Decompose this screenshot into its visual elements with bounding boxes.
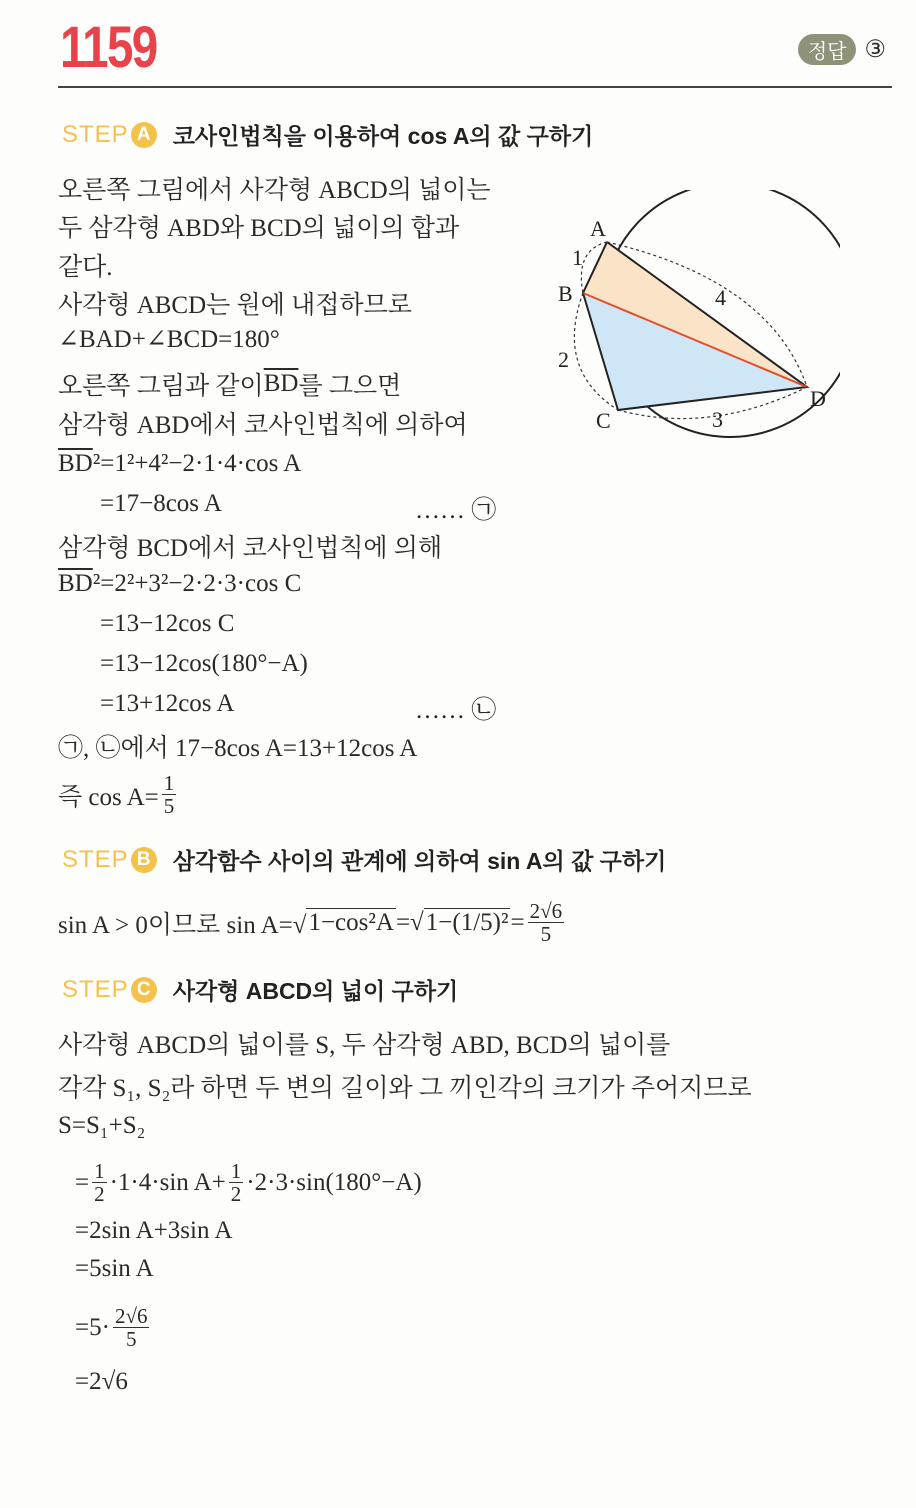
fraction [162,772,177,817]
solution-line [58,528,442,564]
solution-line [58,285,412,321]
vertex-label: A [590,216,606,241]
step-c-heading [62,973,458,1006]
text: 를 그으면 [298,373,402,400]
numerator: 2√6 [114,1304,148,1328]
answer-value: ③ [864,37,886,63]
denominator: 5 [540,922,552,946]
solution-line [58,570,301,598]
solution-line [100,610,234,638]
radicand: 1−cos²A [308,909,394,936]
fraction [528,900,565,945]
text: =17−8cos A [100,490,222,517]
denominator: 5 [125,1327,137,1351]
radicand: 1−(1/5)² [425,909,509,936]
vertex-label: C [596,408,611,433]
numerator: 1 [163,771,175,795]
step-letter-badge: A [131,122,157,148]
text: ·1·4·sin A+ [109,1168,226,1196]
text: = [75,1168,90,1196]
text: 오른쪽 그림과 같이 [58,373,264,400]
solution-line [75,1368,128,1396]
solution-line [100,490,222,518]
solution-line [58,1112,145,1140]
solution-line [58,324,280,354]
text: 각각 S₁, S₂라 하면 두 변의 길이와 그 끼인각의 크기가 주어지므로 [58,1075,752,1102]
solution-line [58,208,459,244]
solution-line [58,728,417,764]
text: 사각형 ABCD의 넓이를 S, 두 삼각형 ABD, BCD의 넓이를 [58,1032,671,1059]
side-label: 4 [715,285,726,310]
fraction [113,1305,150,1350]
step-title: 코사인법칙을 이용하여 cos A의 값 구하기 [172,123,594,149]
text: = [510,908,525,936]
text: =2√6 [75,1368,128,1395]
step-label: STEP [62,845,129,873]
text: ㉠, ㉡에서 17−8cos A=13+12cos A [58,735,418,762]
step-label: STEP [62,975,129,1003]
segment-overline: $\overline{BD}$ [58,450,93,477]
step-title: 삼각함수 사이의 관계에 의하여 sin A의 값 구하기 [172,848,667,874]
text: =√ [395,908,424,936]
step-letter-badge: B [131,847,157,873]
solution-line [58,450,301,478]
text: 오른쪽 그림에서 사각형 ABCD의 넓이는 [58,177,491,204]
step-title: 사각형 ABCD의 넓이 구하기 [172,978,459,1004]
equation-marker: …… ㉡ [415,697,497,724]
text: 같다. [58,254,113,281]
text: S=S₁+S₂ [58,1112,146,1139]
text: sin A > 0이므로 sin A=√ [58,911,307,939]
text: =13−12cos C [100,610,235,637]
step-a-heading [62,118,593,151]
solution-line [100,650,308,678]
text: 두 삼각형 ABD와 BCD의 넓이의 합과 [58,215,460,242]
segment-overline: $\overline{BD}$ [58,570,93,597]
step-label: STEP [62,120,129,148]
solution-line [58,170,491,206]
problem-number: 1159 [60,15,157,80]
step-letter-badge: C [131,977,157,1003]
vertex-label: B [558,281,573,306]
side-label: 3 [712,407,723,432]
fraction [92,1160,107,1205]
side-label: 1 [572,245,583,270]
text: =2sin A+3sin A [75,1217,233,1244]
solution-line [58,247,113,283]
denominator: 5 [163,794,175,818]
numerator: 2√6 [529,899,563,923]
text: ²=2²+3²−2·2·3·cos C [92,570,302,597]
solution-line [58,366,401,402]
denominator: 2 [94,1182,105,1206]
text: =5· [75,1313,110,1341]
segment-overline: $\overline{BD}$ [263,370,299,397]
solution-line [58,405,468,441]
solution-line [75,1217,232,1245]
solution-line [58,772,179,817]
answer-area [798,34,886,65]
cyclic-quadrilateral-figure [540,190,840,440]
denominator: 2 [230,1182,242,1206]
text: 삼각형 ABD에서 코사인법칙에 의하여 [58,412,468,439]
solution-line [58,1068,752,1104]
solution-line [58,900,567,945]
solution-line [100,690,234,718]
step-b-heading [62,843,666,876]
text: =13+12cos A [100,690,235,717]
text: ·2·3·sin(180°−A) [246,1168,422,1196]
text: =5sin A [75,1255,154,1282]
text: 삼각형 BCD에서 코사인법칙에 의해 [58,535,443,562]
numerator: 1 [230,1159,242,1183]
solution-line [75,1305,152,1350]
text: =13−12cos(180°−A) [100,650,308,677]
text: 즉 cos A= [58,783,159,811]
header-divider [58,86,892,88]
text: 사각형 ABCD는 원에 내접하므로 [58,292,412,319]
text: ²=1²+4²−2·1·4·cos A [92,450,302,477]
text: ∠BAD+∠BCD=180° [58,326,280,353]
fraction [229,1160,244,1205]
vertex-label: D [810,386,826,411]
equation-marker: …… ㉠ [415,497,497,524]
solution-line [58,1025,670,1061]
numerator: 1 [94,1159,105,1183]
side-label: 2 [558,347,569,372]
solution-line [75,1160,422,1205]
answer-badge: 정답 [798,34,857,65]
solution-line [75,1255,154,1283]
